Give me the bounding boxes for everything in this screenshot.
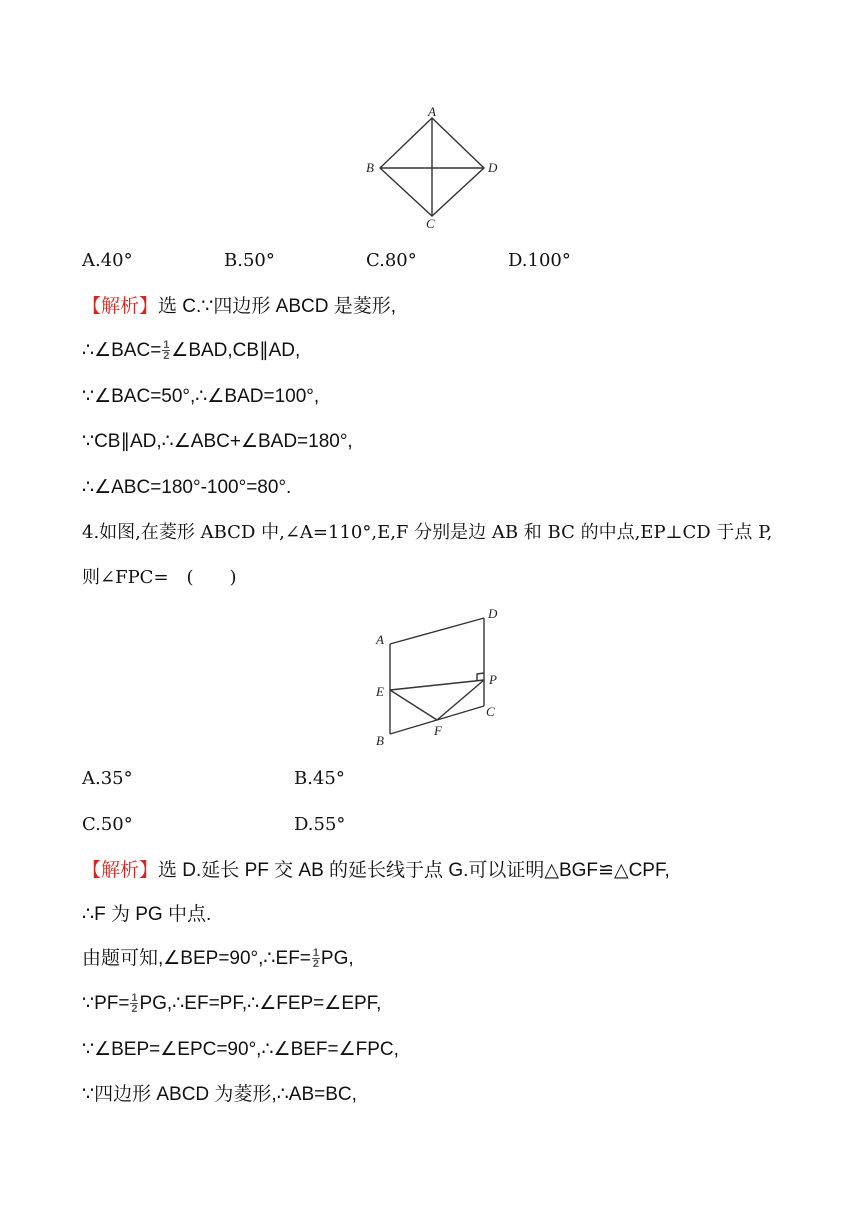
label-b: B: [376, 733, 384, 748]
solution-line: 由题可知,∠BEP=90°,∴EF= $\frac{1}{2}$ PG,: [82, 947, 354, 971]
solution-line: ∴F 为 PG 中点.: [82, 904, 212, 925]
option-d: D.100°: [508, 250, 571, 271]
label-d: D: [488, 160, 498, 175]
label-e: E: [376, 684, 384, 699]
question-stem: 4.如图,在菱形 ABCD 中,∠A=110°,E,F 分别是边 AB 和 BC 的中点,EP⊥CD 于点 P,: [82, 522, 773, 543]
solution-line: 【解析】选 C.∵四边形 ABCD 是菱形,: [82, 295, 397, 317]
analysis-tag: 【解析】: [82, 295, 159, 317]
label-c: C: [486, 704, 495, 719]
fraction-half: $\frac{1}{2}$: [163, 339, 170, 363]
label-c: C: [426, 216, 435, 230]
solution-line: ∴∠BAC= $\frac{1}{2}$ ∠BAD,CB∥AD,: [82, 339, 301, 363]
option-c: C.80°: [366, 250, 417, 271]
label-f: F: [434, 723, 442, 738]
option-d: D.55°: [294, 814, 346, 835]
option-a: A.35°: [82, 768, 133, 789]
solution-line: ∵∠BEP=∠EPC=90°,∴∠BEF=∠FPC,: [82, 1039, 399, 1060]
rhombus-efp-figure: [370, 604, 510, 752]
option-c: C.50°: [82, 814, 133, 835]
label-p: P: [489, 672, 497, 687]
solution-line: 【解析】选 D.延长 PF 交 AB 的延长线于点 G.可以证明△BGF≌△CPF,: [82, 859, 670, 881]
rhombus-figure: [360, 104, 510, 230]
solution-line: ∵∠BAC=50°,∴∠BAD=100°,: [82, 386, 320, 407]
fraction-half: $\frac{1}{2}$: [131, 992, 138, 1016]
label-d: D: [488, 606, 498, 621]
option-b: B.45°: [294, 768, 345, 789]
question-stem: 则∠FPC= ( ): [82, 567, 237, 588]
fraction-half: $\frac{1}{2}$: [312, 947, 319, 971]
solution-line: ∵CB∥AD,∴∠ABC+∠BAD=180°,: [82, 431, 353, 452]
solution-line: ∵四边形 ABCD 为菱形,∴AB=BC,: [82, 1084, 357, 1105]
option-b: B.50°: [224, 250, 275, 271]
analysis-tag: 【解析】: [82, 859, 159, 881]
solution-line: ∵PF= $\frac{1}{2}$ PG,∴EF=PF,∴∠FEP=∠EPF,: [82, 992, 382, 1016]
solution-line: ∴∠ABC=180°-100°=80°.: [82, 477, 292, 498]
label-a: A: [376, 632, 384, 647]
label-a: A: [428, 104, 436, 119]
label-b: B: [366, 160, 374, 175]
option-a: A.40°: [82, 250, 133, 271]
